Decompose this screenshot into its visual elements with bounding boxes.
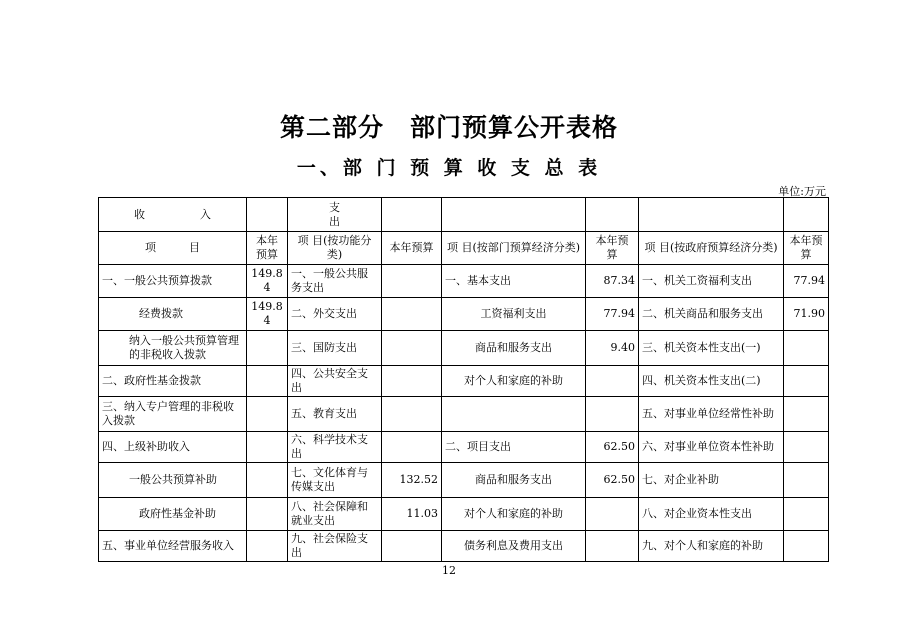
- gov-item: 二、机关商品和服务支出: [639, 298, 784, 331]
- table-row: [99, 331, 829, 366]
- func-item: 九、社会保险支出: [288, 531, 382, 562]
- dept-item: [442, 397, 586, 432]
- gov-budget: [784, 397, 829, 432]
- income-item: 三、纳入专户管理的非税收入拨款: [99, 397, 247, 432]
- table-row: [99, 432, 829, 463]
- col-func: 项 目(按功能分类): [288, 232, 382, 265]
- income-item: 二、政府性基金拨款: [99, 366, 247, 397]
- dept-item: 对个人和家庭的补助: [442, 498, 586, 531]
- dept-budget: [586, 498, 639, 531]
- header-row-columns: [99, 232, 829, 265]
- budget-summary-table: [98, 197, 829, 562]
- gov-budget: [784, 331, 829, 366]
- col-func-budget: 本年预算: [382, 232, 442, 265]
- func-budget: [382, 397, 442, 432]
- gov-budget: [784, 366, 829, 397]
- table-row: [99, 366, 829, 397]
- gov-item: 五、对事业单位经常性补助: [639, 397, 784, 432]
- income-budget: 149.8 4: [247, 298, 288, 331]
- income-budget: [247, 432, 288, 463]
- dept-budget: 87.34: [586, 265, 639, 298]
- income-budget: [247, 397, 288, 432]
- col-dept-budget: 本年预 算: [586, 232, 639, 265]
- income-budget: [247, 463, 288, 498]
- table-row: [99, 498, 829, 531]
- gov-item: 七、对企业补助: [639, 463, 784, 498]
- gov-item: 一、机关工资福利支出: [639, 265, 784, 298]
- dept-item: 对个人和家庭的补助: [442, 366, 586, 397]
- table-body: [99, 265, 829, 562]
- func-item: 七、文化体育与传媒支出: [288, 463, 382, 498]
- func-item: 二、外交支出: [288, 298, 382, 331]
- func-item: 三、国防支出: [288, 331, 382, 366]
- income-budget: [247, 331, 288, 366]
- func-item: 六、科学技术支出: [288, 432, 382, 463]
- header-blank: [247, 198, 288, 232]
- income-item: 政府性基金补助: [99, 498, 247, 531]
- col-budget: 本年 预算: [247, 232, 288, 265]
- func-budget: [382, 366, 442, 397]
- gov-budget: [784, 432, 829, 463]
- gov-item: 四、机关资本性支出(二): [639, 366, 784, 397]
- dept-item: 商品和服务支出: [442, 331, 586, 366]
- income-budget: [247, 531, 288, 562]
- col-gov-budget: 本年预 算: [784, 232, 829, 265]
- income-item: 一、一般公共预算拨款: [99, 265, 247, 298]
- gov-budget: 71.90: [784, 298, 829, 331]
- table-subtitle: 一、部 门 预 算 收 支 总 表: [296, 157, 602, 179]
- income-item: 一般公共预算补助: [99, 463, 247, 498]
- gov-budget: 77.94: [784, 265, 829, 298]
- func-budget: [382, 265, 442, 298]
- table-row: [99, 531, 829, 562]
- dept-item: 一、基本支出: [442, 265, 586, 298]
- header-row-top: [99, 198, 829, 232]
- header-income: 收 入: [99, 198, 247, 232]
- func-budget: [382, 298, 442, 331]
- gov-item: 八、对企业资本性支出: [639, 498, 784, 531]
- func-item: 一、一般公共服务支出: [288, 265, 382, 298]
- func-item: 五、教育支出: [288, 397, 382, 432]
- income-budget: [247, 366, 288, 397]
- table-row: [99, 265, 829, 298]
- func-budget: [382, 432, 442, 463]
- func-budget: [382, 331, 442, 366]
- income-item: 纳入一般公共预算管理的非税收入拨款: [99, 331, 247, 366]
- func-budget: [382, 531, 442, 562]
- dept-item: 商品和服务支出: [442, 463, 586, 498]
- func-item: 八、社会保障和就业支出: [288, 498, 382, 531]
- document-title: 第二部分 部门预算公开表格: [279, 113, 618, 142]
- table-row: [99, 298, 829, 331]
- dept-budget: 77.94: [586, 298, 639, 331]
- income-budget: 149.8 4: [247, 265, 288, 298]
- gov-item: 六、对事业单位资本性补助: [639, 432, 784, 463]
- dept-budget: 62.50: [586, 463, 639, 498]
- col-dept-econ: 项 目(按部门预算经济分类): [442, 232, 586, 265]
- dept-item: 二、项目支出: [442, 432, 586, 463]
- gov-budget: [784, 531, 829, 562]
- unit-label: 单位:万元: [778, 185, 826, 198]
- dept-budget: 62.50: [586, 432, 639, 463]
- income-item: 五、事业单位经营服务收入: [99, 531, 247, 562]
- dept-item: 工资福利支出: [442, 298, 586, 331]
- func-budget: 11.03: [382, 498, 442, 531]
- func-budget: 132.52: [382, 463, 442, 498]
- table-row: [99, 397, 829, 432]
- gov-item: 三、机关资本性支出(一): [639, 331, 784, 366]
- gov-budget: [784, 498, 829, 531]
- dept-budget: [586, 397, 639, 432]
- header-blank: [639, 198, 784, 232]
- col-gov-econ: 项 目(按政府预算经济分类): [639, 232, 784, 265]
- income-item: 四、上级补助收入: [99, 432, 247, 463]
- gov-item: 九、对个人和家庭的补助: [639, 531, 784, 562]
- gov-budget: [784, 463, 829, 498]
- col-item: 项 目: [99, 232, 247, 265]
- header-blank: [442, 198, 586, 232]
- header-blank: [784, 198, 829, 232]
- table-row: [99, 463, 829, 498]
- header-expense: 支 出: [288, 198, 382, 232]
- header-blank: [586, 198, 639, 232]
- header-blank: [382, 198, 442, 232]
- dept-budget: [586, 366, 639, 397]
- dept-budget: [586, 531, 639, 562]
- dept-budget: 9.40: [586, 331, 639, 366]
- income-item: 经费拨款: [99, 298, 247, 331]
- func-item: 四、公共安全支出: [288, 366, 382, 397]
- income-budget: [247, 498, 288, 531]
- page-number: 12: [442, 564, 456, 577]
- dept-item: 债务利息及费用支出: [442, 531, 586, 562]
